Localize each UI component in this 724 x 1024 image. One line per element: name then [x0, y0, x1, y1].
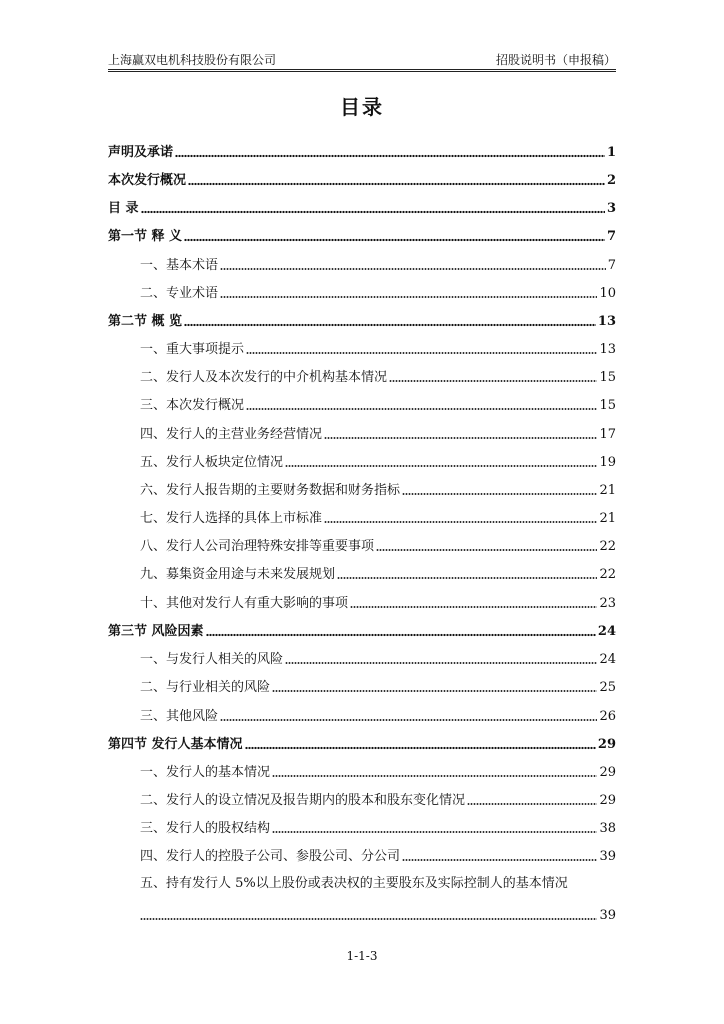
toc-entry[interactable]: [140, 283, 616, 303]
toc-entry-page: 22: [599, 567, 616, 582]
toc-entry-title: 三、本次发行概况: [140, 398, 245, 413]
toc-dot-leader: [188, 182, 605, 186]
toc-entry[interactable]: [140, 846, 616, 866]
toc-entry-title: 五、发行人板块定位情况: [140, 455, 284, 470]
toc-entry[interactable]: [140, 395, 616, 415]
toc-chapter-entry[interactable]: [108, 621, 616, 641]
toc-chapter-entry[interactable]: [108, 226, 616, 246]
toc-entry[interactable]: [140, 649, 616, 669]
toc-entry-title: 一、基本术语: [140, 258, 219, 273]
toc-dot-leader: [272, 774, 597, 778]
toc-entry-page: 26: [599, 709, 616, 724]
toc-entry-page: 21: [599, 511, 616, 526]
toc-entry-page: 24: [599, 652, 616, 667]
toc-entry-title: 三、其他风险: [140, 709, 219, 724]
toc-entry-page: 10: [599, 286, 616, 301]
toc-entry-title: 一、重大事项提示: [140, 342, 245, 357]
toc-dot-leader: [175, 154, 605, 158]
toc-entry-page: 15: [599, 398, 616, 413]
toc-entry[interactable]: [140, 875, 616, 895]
toc-entry-page: 24: [597, 624, 616, 639]
toc-entry-page: 39: [599, 849, 616, 864]
toc-entry-title: 二、专业术语: [140, 286, 219, 301]
toc-entry-page: 29: [597, 737, 616, 752]
toc-entry-title: 八、发行人公司治理特殊安排等重要事项: [140, 539, 375, 554]
toc-dot-leader: [337, 576, 597, 580]
toc-dot-leader: [220, 267, 606, 271]
header-document-name: 招股说明书（申报稿）: [495, 53, 616, 67]
toc-entry-title: 九、募集资金用途与未来发展规划: [140, 567, 336, 582]
header-company-name: 上海赢双电机科技股份有限公司: [108, 53, 277, 67]
toc-entry-page: 22: [599, 539, 616, 554]
toc-entry-title: 三、发行人的股权结构: [140, 821, 271, 836]
toc-entry-continuation[interactable]: [140, 905, 616, 925]
toc-entry-title: 第一节 释 义: [108, 229, 183, 244]
toc-entry-title: 六、发行人报告期的主要财务数据和财务指标: [140, 483, 401, 498]
toc-dot-leader: [272, 830, 597, 834]
toc-entry-page: 1: [606, 145, 616, 160]
toc-chapter-entry[interactable]: [108, 198, 616, 218]
toc-entry-title: 目 录: [108, 201, 139, 216]
toc-dot-leader: [272, 689, 597, 693]
toc-entry[interactable]: [140, 818, 616, 838]
toc-chapter-entry[interactable]: [108, 142, 616, 162]
toc-entry-page: 7: [606, 229, 616, 244]
toc-entry-title: 一、与发行人相关的风险: [140, 652, 284, 667]
toc-dot-leader: [350, 605, 597, 609]
toc-dot-leader: [324, 520, 597, 524]
toc-entry-title: 第三节 风险因素: [108, 624, 204, 639]
toc-entry-title: 十、其他对发行人有重大影响的事项: [140, 596, 349, 611]
toc-entry-page: 19: [599, 455, 616, 470]
toc-entry-title: 二、与行业相关的风险: [140, 680, 271, 695]
toc-entry[interactable]: [140, 706, 616, 726]
toc-entry[interactable]: [140, 339, 616, 359]
toc-entry-title: 一、发行人的基本情况: [140, 765, 271, 780]
toc-entry-page: 39: [599, 908, 616, 923]
toc-dot-leader: [140, 917, 597, 921]
toc-dot-leader: [220, 718, 597, 722]
toc-entry-page: 29: [599, 765, 616, 780]
toc-chapter-entry[interactable]: [108, 170, 616, 190]
toc-dot-leader: [402, 492, 597, 496]
toc-entry-title: 四、发行人的控股子公司、参股公司、分公司: [140, 849, 401, 864]
toc-dot-leader: [467, 802, 597, 806]
toc-dot-leader: [389, 379, 597, 383]
toc-entry[interactable]: [140, 480, 616, 500]
toc-entry-page: 29: [599, 793, 616, 808]
toc-entry-title: 声明及承诺: [108, 145, 174, 160]
toc-entry-page: 21: [599, 483, 616, 498]
toc-dot-leader: [245, 746, 596, 750]
toc-entry[interactable]: [140, 452, 616, 472]
page-number: 1-1-3: [346, 949, 378, 963]
toc-dot-leader: [220, 295, 597, 299]
toc-entry-page: 17: [599, 427, 616, 442]
toc-entry-page: 13: [597, 314, 616, 329]
toc-entry-title: 五、持有发行人 5%以上股份或表决权的主要股东及实际控制人的基本情况: [140, 876, 568, 891]
toc-entry[interactable]: [140, 508, 616, 528]
toc-entry-page: 23: [599, 596, 616, 611]
toc-chapter-entry[interactable]: [108, 734, 616, 754]
toc-dot-leader: [246, 407, 597, 411]
toc-dot-leader: [184, 238, 605, 242]
toc-entry[interactable]: [140, 593, 616, 613]
toc-entry-page: 2: [606, 173, 616, 188]
toc-dot-leader: [184, 323, 596, 327]
toc-dot-leader: [141, 210, 605, 214]
toc-dot-leader: [206, 633, 596, 637]
toc-entry[interactable]: [140, 790, 616, 810]
toc-entry-page: 3: [606, 201, 616, 216]
toc-dot-leader: [402, 858, 597, 862]
toc-dot-leader: [246, 351, 597, 355]
toc-entry-title: 四、发行人的主营业务经营情况: [140, 427, 323, 442]
toc-chapter-entry[interactable]: [108, 311, 616, 331]
toc-dot-leader: [324, 436, 597, 440]
toc-entry-title: 第二节 概 览: [108, 314, 183, 329]
toc-entry-page: 13: [599, 342, 616, 357]
toc-entry-page: 25: [599, 680, 616, 695]
toc-entry-title: 二、发行人及本次发行的中介机构基本情况: [140, 370, 388, 385]
toc-entry-title: 本次发行概况: [108, 173, 187, 188]
toc-entry-page: 38: [599, 821, 616, 836]
page-title: 目录: [340, 95, 384, 119]
toc-entry-title: 七、发行人选择的具体上市标准: [140, 511, 323, 526]
toc-entry-title: 第四节 发行人基本情况: [108, 737, 243, 752]
toc-entry-page: 15: [599, 370, 616, 385]
toc-entry-page: 7: [607, 258, 616, 273]
toc-entry[interactable]: [140, 536, 616, 556]
toc-entry-title: 二、发行人的设立情况及报告期内的股本和股东变化情况: [140, 793, 466, 808]
toc-entry[interactable]: [140, 424, 616, 444]
toc-entry[interactable]: [140, 255, 616, 275]
toc-entry[interactable]: [140, 762, 616, 782]
toc-entry[interactable]: [140, 677, 616, 697]
toc-dot-leader: [376, 548, 597, 552]
toc-entry[interactable]: [140, 367, 616, 387]
toc-dot-leader: [285, 661, 597, 665]
toc-entry[interactable]: [140, 564, 616, 584]
toc-dot-leader: [285, 464, 597, 468]
